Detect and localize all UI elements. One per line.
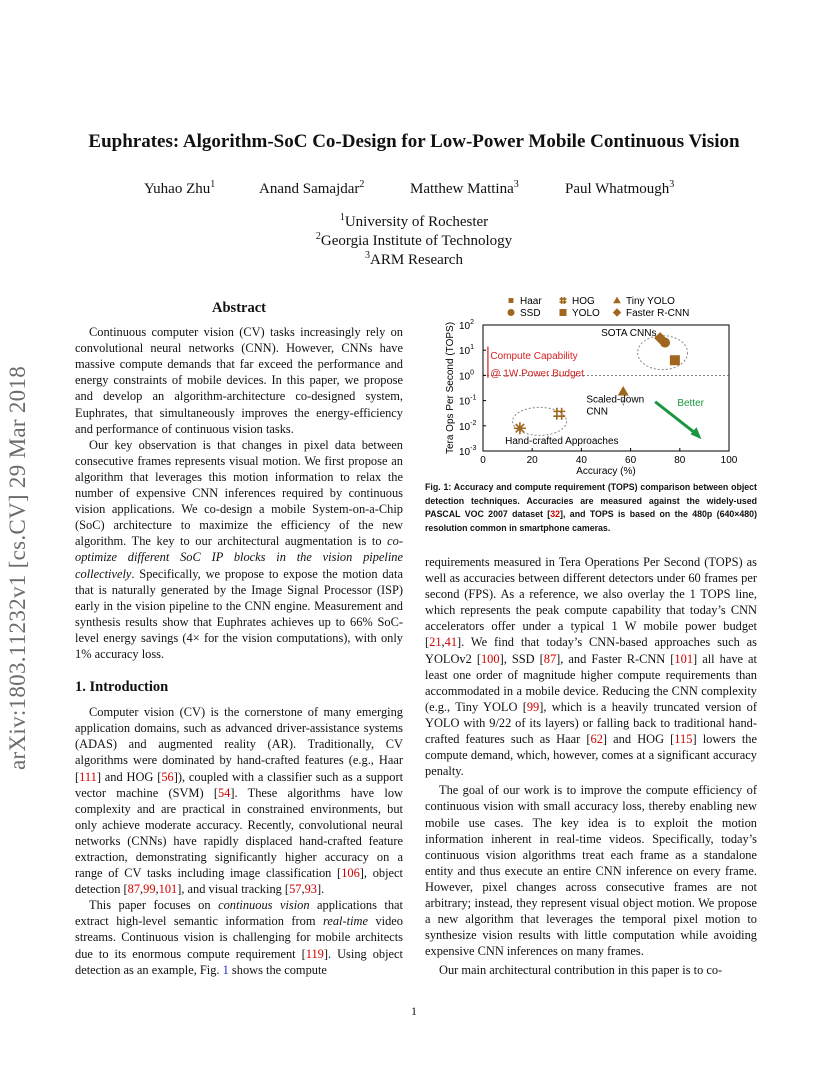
citation-link[interactable]: 99 xyxy=(143,882,156,897)
affiliation: $^1$University of Rochester xyxy=(339,212,489,230)
figure-caption xyxy=(425,481,757,535)
citation-link[interactable]: 119 xyxy=(305,946,324,961)
author-name: Yuhao Zhu$^1$ xyxy=(144,179,216,197)
annotation-cnn: CNN xyxy=(586,406,608,418)
abstract-paragraph: Our key observation is that changes in pixel data between consecutive frames represents visual motion. We first propose an algorithm that leverages this motion information to relax the number of expensive CNN inferences required by continuous vision applications. We co-design a mobile System-on-a-Chip (SoC) architecture to maximize the efficiency of the new algorithm. The key to our architectural augmentation is to co-optimize different SoC IP blocks in the vision pipeline collectively. Specifically, we propose to expose the motion data that is naturally generated by the Image Signal Processor (ISP) early in the vision pipeline to the CNN engine. Measurement and synthesis results show that Euphrates achieves up to 66% SoC-level energy savings (4× for the vision computations), with only 1% accuracy loss. xyxy=(75,437,403,661)
y-tick-label: $10^2$ xyxy=(459,319,475,332)
text-run: ], and TOPS is based on the 480p (640×480) resolution common in smartphone cameras. xyxy=(425,509,757,533)
author-name: Paul Whatmough$^3$ xyxy=(565,179,675,197)
text-run: requirements measured in Tera Operations Per Second (TOPS) as well as accuracies between different detectors under 60 frames per second (FPS). As a reference, we also overlay the 1 TOPS line, which represents the peak compute capability that today’s CNN accelerators offer under a typical 1 W mobile power budget [ xyxy=(425,555,757,650)
text-run: ]. xyxy=(316,882,325,897)
text-run: shows the compute xyxy=(228,962,327,977)
y-tick-label: $10^0$ xyxy=(459,369,475,383)
text-run: ]. Using object detection as an example, Fig. xyxy=(75,946,403,977)
y-tick-label: $10^1$ xyxy=(459,344,475,358)
point-hog xyxy=(553,408,565,420)
legend-marker-faster-r-cnn xyxy=(613,308,621,316)
paper-title: Euphrates: Algorithm-SoC Co-Design for Low-Power Mobile Continuous Vision xyxy=(88,131,740,152)
citation-link[interactable]: 87 xyxy=(543,651,557,666)
text-run: ] lowers the compute demand, which, however, comes at a significant accuracy penalty. xyxy=(425,732,758,779)
figure-1-chart xyxy=(425,293,760,478)
text-run: video streams. Continuous vision is challenging for mobile architects due to its enormous compute requirement [ xyxy=(75,914,403,961)
right-column xyxy=(425,554,757,978)
y-tick-label: $10^{-3}$ xyxy=(459,445,477,458)
x-tick-label: 100 xyxy=(720,455,738,466)
annotation-power-budget: @ 1W Power Budget xyxy=(490,368,584,380)
legend-label: Tiny YOLO xyxy=(626,296,675,307)
text-run: This paper focuses on xyxy=(89,898,219,913)
affiliation: $^3$ARM Research xyxy=(365,250,463,268)
figure-reference-link[interactable]: 1 xyxy=(222,962,229,977)
text-run: , xyxy=(155,882,159,897)
legend-label: SSD xyxy=(520,308,541,319)
x-tick-label: 0 xyxy=(480,455,486,466)
x-tick-label: 20 xyxy=(526,455,538,466)
body-paragraph: The goal of our work is to improve the compute efficiency of continuous vision with small accuracy loss, thereby enabling new mobile use cases. The key idea is to exploit the motion information inherent in real-time videos. Specifically, today’s continuous vision algorithms treat each frame as a standalone entity and thus execute an entire CNN inference on every frame. However, pixel changes across consecutive frames are not arbitrary; instead, they represent visual object motion. We propose a new algorithm that leverages the temporal pixel motion to synthesize vision results with little computation while avoiding expensive CNN inferences on many frames. xyxy=(425,783,757,959)
arxiv-identifier: arXiv:1803.11232v1 [cs.CV] 29 Mar 2018 xyxy=(5,365,30,770)
citation-link[interactable]: 101 xyxy=(674,651,694,666)
annotation-better: Better xyxy=(677,398,705,410)
legend-label: YOLO xyxy=(572,308,600,319)
text-run: , xyxy=(140,882,144,897)
text-run: , xyxy=(441,635,445,650)
text-run: ], SSD [ xyxy=(499,651,544,666)
point-yolo xyxy=(670,355,680,365)
text-run: ], and Faster R-CNN [ xyxy=(556,651,675,666)
y-tick-label: $10^{-2}$ xyxy=(459,419,477,433)
citation-link[interactable]: 115 xyxy=(674,732,693,747)
annotation-sota-cnns: SOTA CNNs xyxy=(601,328,657,339)
text-run: ]. These algorithms have low complexity and are practical in constrained environments, but only achieve moderate accuracy. Recently, convolutional neural networks (CNNs) have rapidly displaced hand-crafted feature extraction, demonstrating significantly higher accuracy on a range of CV tasks including image classification [ xyxy=(75,785,403,881)
legend-marker-tiny-yolo xyxy=(613,297,621,304)
left-column xyxy=(75,300,403,978)
annotation-hand-crafted: Hand-crafted Approaches xyxy=(505,436,619,447)
citation-link[interactable]: 99 xyxy=(526,699,540,714)
y-tick-label: $10^{-1}$ xyxy=(459,394,477,408)
text-run: , xyxy=(301,882,305,897)
intro-paragraph xyxy=(75,704,403,897)
legend-marker-ssd xyxy=(508,309,515,316)
text-run: ]. We find that today’s CNN-based approaches such as YOLOv2 [ xyxy=(425,635,757,666)
x-tick-label: 80 xyxy=(674,455,686,466)
author-name: Matthew Mattina$^3$ xyxy=(410,179,519,197)
author-name: Anand Samajdar$^2$ xyxy=(259,179,365,197)
citation-link[interactable]: 62 xyxy=(590,732,603,747)
text-run: ]), coupled with a classifier such as a support vector machine (SVM) [ xyxy=(75,769,404,800)
legend-label: Haar xyxy=(520,296,542,307)
intro-paragraph xyxy=(75,897,403,977)
emphasis-text: continuous vision xyxy=(218,898,310,913)
text-run: ] and HOG [ xyxy=(96,769,162,784)
legend-label: HOG xyxy=(572,296,595,307)
citation-link[interactable]: 93 xyxy=(304,882,317,897)
text-run: ], which is a heavily truncated version of YOLO with 9/22 of its layers) or falling back to traditional hand-crafted features such as Haar [ xyxy=(425,699,757,747)
x-tick-label: 40 xyxy=(575,455,587,466)
text-run: Fig. 1: Accuracy and compute requirement (TOPS) comparison between object detection techniques. Accuracies are measured against the widely-used PASCAL VOC 2007 dataset [ xyxy=(425,482,757,520)
citation-link[interactable]: 57 xyxy=(289,882,302,897)
y-axis-label: Tera Ops Per Second (TOPS) xyxy=(445,321,456,455)
abstract-heading: Abstract xyxy=(212,300,266,316)
citation-link[interactable]: 56 xyxy=(161,769,174,784)
text-run: ] all have at least one order of magnitude higher compute requirements than accommodated in a mobile device. Reducing the CNN complexity (e.g., Tiny YOLO [ xyxy=(425,651,758,714)
text-run: applications that extract high-level semantic information from xyxy=(75,898,403,929)
x-tick-label: 60 xyxy=(625,455,637,466)
abstract-paragraph: Continuous computer vision (CV) tasks increasingly rely on convolutional neural networks (CNN). However, CNNs have massive compute demands that far exceed the performance and energy constraints of mobile devices. In this paper, we propose and develop an algorithm-architecture co-designed system, Euphrates, that simultaneously improves the energy-efficiency and performance of continuous vision tasks. xyxy=(75,325,403,436)
text-run: ] and HOG [ xyxy=(602,732,675,747)
introduction-heading: 1. Introduction xyxy=(75,679,169,696)
text-run: Computer vision (CV) is the cornerstone of many emerging application domains, such as advanced driver-assistance systems (ADAS) and augmented reality (AR). Traditionally, CV algorithms were dominated by hand-crafted features (e.g., Haar [ xyxy=(75,705,403,784)
citation-link[interactable]: 101 xyxy=(158,882,178,897)
annotation-scaled-down: Scaled-down xyxy=(586,394,645,406)
emphasis-text: real-time xyxy=(323,914,368,929)
legend-marker-yolo xyxy=(560,309,567,316)
x-axis-label: Accuracy (%) xyxy=(576,466,636,477)
page-number: 1 xyxy=(411,1004,417,1018)
citation-link[interactable]: 41 xyxy=(444,635,458,650)
citation-link[interactable]: 100 xyxy=(480,651,500,666)
body-paragraph xyxy=(425,554,757,779)
body-paragraph: Our main architectural contribution in this paper is to co- xyxy=(439,963,723,978)
legend-label: Faster R-CNN xyxy=(626,308,690,319)
citation-link[interactable]: 106 xyxy=(341,866,360,881)
point-haar xyxy=(514,422,526,434)
legend-marker-haar xyxy=(509,298,514,303)
text-run: ], and visual tracking [ xyxy=(177,882,290,897)
affiliation: $^2$Georgia Institute of Technology xyxy=(315,231,513,249)
citation-link[interactable]: 21 xyxy=(429,635,442,650)
text-run: ], object detection [ xyxy=(75,866,403,897)
citation-link[interactable]: 87 xyxy=(127,882,141,897)
citation-link[interactable]: 54 xyxy=(217,785,231,800)
citation-link[interactable]: 111 xyxy=(79,769,97,784)
annotation-compute-capability: Compute Capability xyxy=(490,350,578,362)
citation-link[interactable]: 32 xyxy=(550,509,561,520)
legend-marker-hog xyxy=(560,297,567,304)
